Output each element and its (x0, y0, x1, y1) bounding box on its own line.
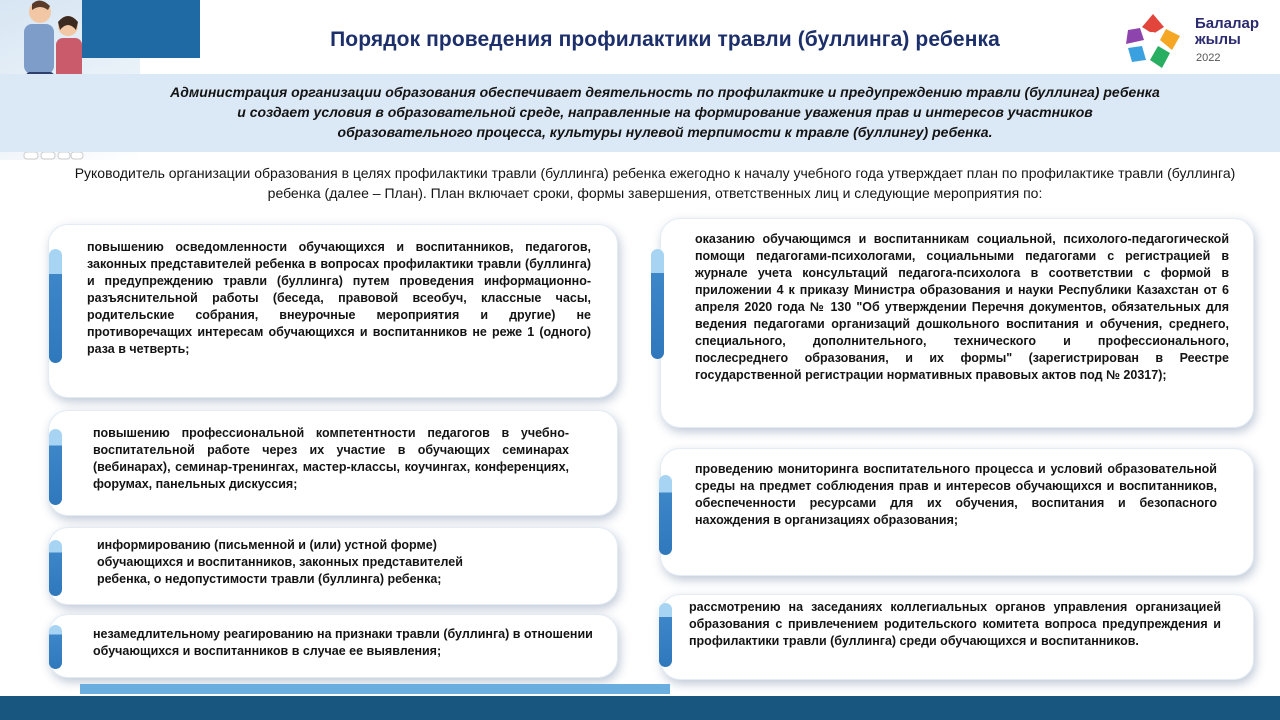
card-accent-bar (49, 540, 62, 596)
corner-blue-block (82, 0, 200, 58)
card-accent-bar (49, 429, 62, 505)
card-accent-bar (49, 249, 62, 363)
right-card-3-text: рассмотрению на заседаниях коллегиальных органов управления организацией образования с привлечением родительского комитета вопроса предупреждения и профилактики травли (буллинга) среди обучающихся и воспитанников. (689, 600, 1221, 648)
card-accent-bar (49, 625, 62, 669)
card-accent-bar (659, 603, 672, 667)
left-card-4 (48, 614, 618, 678)
card-accent-bar (651, 249, 664, 359)
bottom-light-stripe (80, 684, 670, 694)
left-card-2-text: повышению профессиональной компетентности педагогов в учебно-воспитательной работе через их участие в обучающих семинарах (вебинарах), семинар-тренингах, мастер-классы, коучингах, конференциях, форумах, панельных дискуссия; (93, 426, 569, 491)
logo-wordmark (1195, 16, 1259, 48)
left-card-3 (48, 527, 618, 605)
logo-year: 2022 (1196, 52, 1221, 64)
left-card-1-text: повышению осведомленности обучающихся и воспитанников, педагогов, законных представителей ребенка в вопросах профилактики травли (буллинга) и предупреждению травли (буллинга) путем проведения информационно-разъяснительной работы (беседа, правовой всеобуч, классные часы, родительские собрания, внеурочные мероприятия и другие) не противоречащих интересам обучающихся и воспитанников не реже 1 (одного) раза в четверть; (87, 240, 591, 356)
page-title: Порядок проведения профилактики травли (буллинга) ребенка (330, 28, 1000, 51)
right-card-3 (660, 594, 1254, 680)
left-card-2 (48, 410, 618, 516)
bottom-stripe (0, 696, 1280, 720)
balalar-logo-icon (1122, 10, 1184, 72)
right-card-2-text: проведению мониторинга воспитательного процесса и условий образовательной среды на предмет соблюдения прав и интересов обучающихся и воспитанников, обеспеченности ресурсами для их обучения, воспитания и безопасного нахождения в организациях образования; (695, 462, 1217, 527)
logo-line2: жылы (1195, 31, 1241, 48)
logo-line1: Балалар (1195, 15, 1260, 32)
left-card-1 (48, 224, 618, 398)
left-card-3-text: информированию (письменной и (или) устной форме) обучающихся и воспитанников, законных представителей ребенка, о недопустимости травли (буллинга) ребенка; (97, 538, 463, 586)
right-card-2 (660, 448, 1254, 576)
right-card-1-text: оказанию обучающимся и воспитанникам социальной, психолого-педагогической помощи педагогами-психологами, социальными педагогами с регистрацией в журнале учета консультаций педагога-психолога в соответствии с формой в приложении 4 к приказу Министра образования и науки Республики Казахстан от 6 апреля 2020 года № 130 "Об утверждении Перечня документов, обязательных для ведения педагогами организаций дошкольного воспитания и обучения, среднего, специального, дополнительного, технического и профессионального, послесреднего образования, и их формы" (зарегистрирован в Реестре государственной регистрации нормативных правовых актов под № 20317); (695, 232, 1229, 382)
right-card-1 (660, 218, 1254, 428)
intro-paragraph: Руководитель организации образования в целях профилактики травли (буллинга) ребенка ежегодно к началу учебного года утверждает план по профилактике травли (буллинга) ребенка (далее – План). План включает сроки, формы завершения, ответственных лиц и следующие мероприятия по: (74, 165, 1236, 201)
band-statement: Администрация организации образования обеспечивает деятельность по профилактике и предупреждению травли (буллинга) ребенка и создает условия в образовательной среде, направленные на формирование уважения прав и интересов участников образовательного процесса, культуры нулевой терпимости к травле (буллингу) ребенка. (170, 84, 1160, 140)
card-accent-bar (659, 475, 672, 555)
left-card-4-text: незамедлительному реагированию на признаки травли (буллинга) в отношении обучающихся и воспитанников в случае ее выявления; (93, 627, 593, 658)
